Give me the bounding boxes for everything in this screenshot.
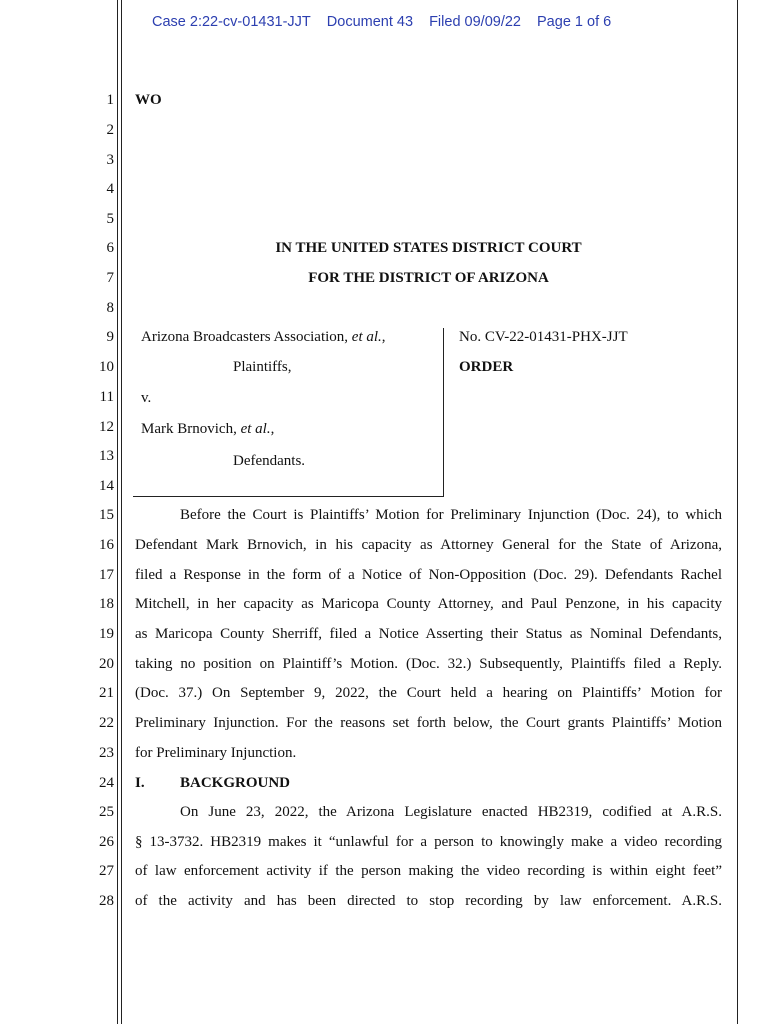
line-number: 24 [99, 775, 114, 791]
line-number: 26 [99, 834, 114, 850]
plaintiff-party [141, 328, 386, 346]
line-number: 28 [99, 893, 114, 909]
versus-label: v. [141, 390, 152, 406]
line-number: 17 [99, 567, 114, 583]
line-number: 19 [99, 626, 114, 642]
body-line: taking no position on Plaintiff’s Motion. (Doc. 32.) Subsequently, Plaintiffs filed a Reply. [135, 656, 722, 672]
line-number: 4 [106, 181, 114, 197]
defendants-label: Defendants. [233, 453, 306, 469]
wo-marker: WO [135, 92, 162, 108]
body-line: Mitchell, in her capacity as Maricopa County Attorney, and Paul Penzone, in his capacity [135, 596, 722, 612]
defendant-etal: et al. [240, 421, 271, 437]
line-number: 21 [99, 685, 114, 701]
caption-horizontal-rule [133, 496, 444, 497]
body-line: Before the Court is Plaintiffs’ Motion for Preliminary Injunction (Doc. 24), to which [180, 507, 722, 523]
body-line: Defendant Mark Brnovich, in his capacity as Attorney General for the State of Arizona, [135, 537, 722, 553]
line-number: 10 [99, 359, 114, 375]
filed-date: Filed 09/09/22 [429, 14, 521, 30]
order-title: ORDER [459, 359, 514, 375]
body-line: § 13-3732. HB2319 makes it “unlawful for a person to knowingly make a video recording [135, 834, 722, 850]
body-line: for Preliminary Injunction. [135, 745, 297, 761]
line-number: 22 [99, 715, 114, 731]
line-number: 25 [99, 804, 114, 820]
court-title-line2: FOR THE DISTRICT OF ARIZONA [308, 270, 549, 286]
plaintiff-comma: , [381, 329, 386, 345]
case-docket-number: No. CV-22-01431-PHX-JJT [459, 329, 628, 345]
heading-text: BACKGROUND [180, 775, 291, 791]
plaintiff-name: Arizona Broadcasters Association, [141, 329, 352, 345]
line-number: 12 [99, 419, 114, 435]
body-line: of the activity and has been directed to stop recording by law enforcement. A.R.S. [135, 893, 722, 909]
line-number: 16 [99, 537, 114, 553]
page-indicator: Page 1 of 6 [537, 14, 612, 30]
right-margin-rule [737, 0, 738, 1024]
line-number: 1 [106, 92, 114, 108]
filing-header [152, 14, 623, 30]
line-number: 9 [106, 329, 114, 345]
line-number: 2 [106, 122, 114, 138]
line-number: 27 [99, 863, 114, 879]
court-title-line1: IN THE UNITED STATES DISTRICT COURT [275, 240, 582, 256]
body-line: On June 23, 2022, the Arizona Legislature enacted HB2319, codified at A.R.S. [180, 804, 722, 820]
caption-vertical-rule [443, 328, 444, 496]
body-line: (Doc. 37.) On September 9, 2022, the Court held a hearing on Plaintiffs’ Motion for [135, 685, 722, 701]
line-number: 5 [106, 211, 114, 227]
line-number: 23 [99, 745, 114, 761]
plaintiffs-label: Plaintiffs, [233, 359, 292, 375]
defendant-party [141, 420, 274, 438]
plaintiff-etal: et al. [351, 329, 382, 345]
line-number: 15 [99, 507, 114, 523]
line-number: 6 [106, 240, 114, 256]
case-number: Case 2:22-cv-01431-JJT [152, 14, 311, 30]
line-number: 14 [99, 478, 114, 494]
body-line: of law enforcement activity if the person making the video recording is within eight feet” [135, 863, 722, 879]
line-number: 13 [99, 448, 114, 464]
line-number: 7 [106, 270, 114, 286]
body-line: filed a Response in the form of a Notice of Non-Opposition (Doc. 29). Defendants Rachel [135, 567, 722, 583]
line-number: 20 [99, 656, 114, 672]
left-margin-rule-inner [121, 0, 122, 1024]
line-number: 18 [99, 596, 114, 612]
line-number: 11 [99, 389, 114, 405]
body-line: as Maricopa County Sherriff, filed a Notice Asserting their Status as Nominal Defendants, [135, 626, 722, 642]
line-number: 8 [106, 300, 114, 316]
defendant-comma: , [270, 421, 275, 437]
heading-number: I. [135, 775, 145, 791]
defendant-name: Mark Brnovich, [141, 421, 241, 437]
document-number: Document 43 [326, 14, 414, 30]
line-number: 3 [106, 152, 114, 168]
body-line: Preliminary Injunction. For the reasons set forth below, the Court grants Plaintiffs’ Motion [135, 715, 722, 731]
left-margin-rule-outer [117, 0, 118, 1024]
